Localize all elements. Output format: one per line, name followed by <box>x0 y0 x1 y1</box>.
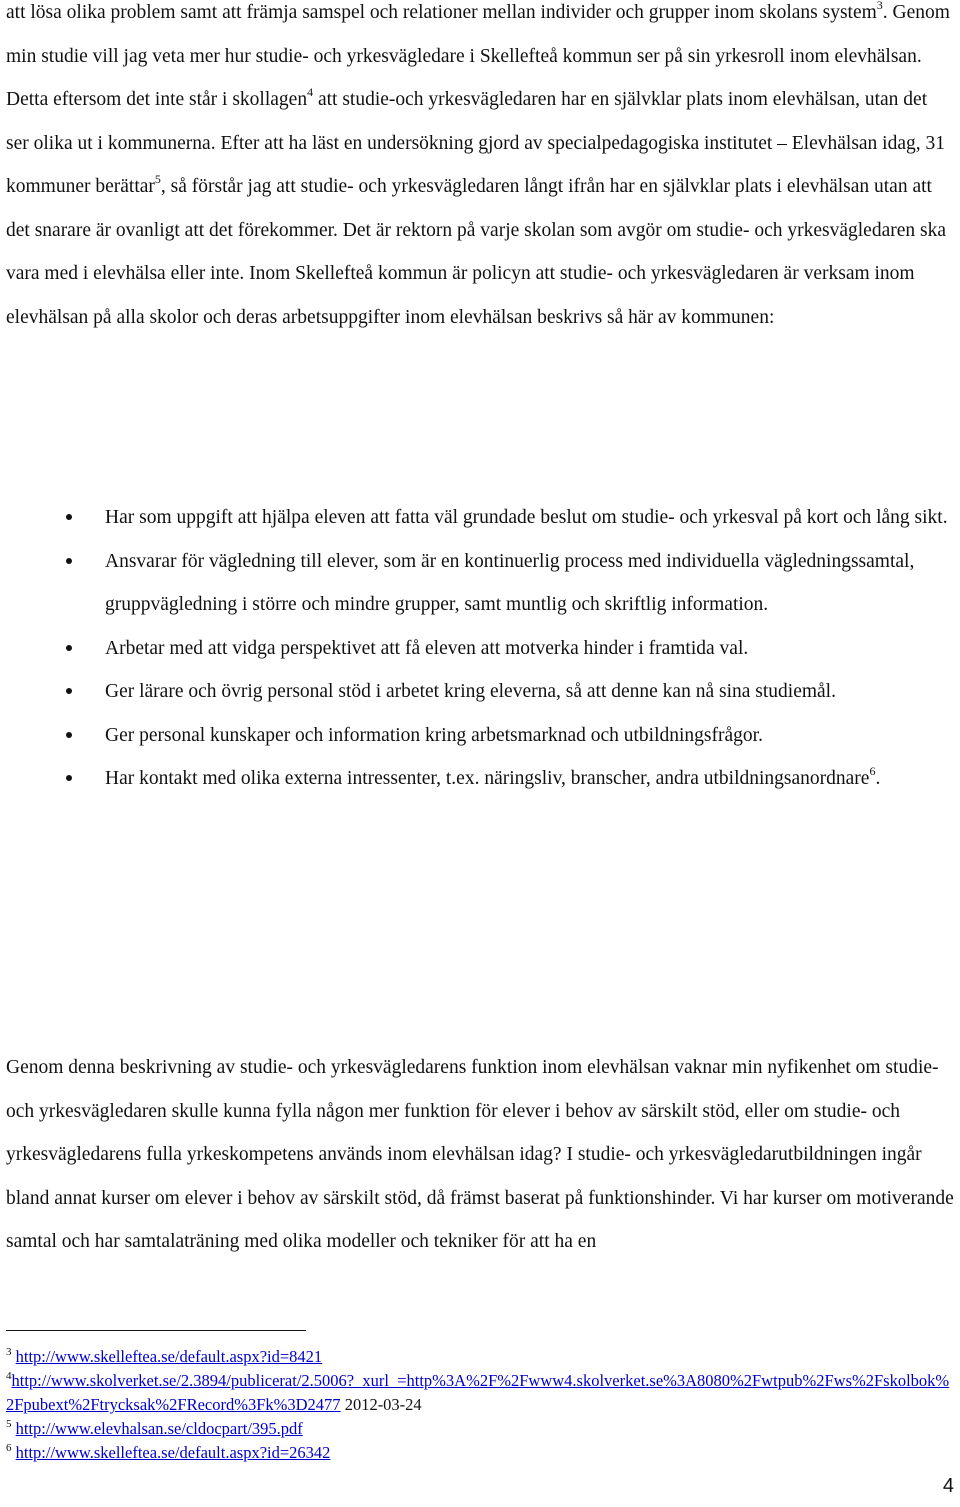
footnote-ref: 5 <box>154 172 161 186</box>
footnote-link[interactable]: http://www.elevhalsan.se/cldocpart/395.pdf <box>15 1419 303 1438</box>
paragraph-text: , så förstår jag att studie- och yrkesvägledaren långt ifrån har en självklar plats i elevhälsan utan att det snarare är ovanligt att det förekommer. Det är rektorn på varje skolan som avgör om studie- och yrkesvägledaren ska vara med i elevhälsa eller inte. Inom Skellefteå kommun är policyn att studie- och yrkesvägledaren är verksam inom elevhälsan på alla skolor och deras arbetsuppgifter inom elevhälsan beskrivs så här av kommunen: <box>6 176 946 328</box>
footnote-divider <box>6 1330 306 1331</box>
duties-list <box>6 496 954 801</box>
list-item: Arbetar med att vidga perspektivet att få eleven att motverka hinder i framtida val. <box>6 627 954 671</box>
footnote-link[interactable]: http://www.skelleftea.se/default.aspx?id=8421 <box>15 1347 323 1366</box>
page-number: 4 <box>942 1475 954 1497</box>
footnote-link[interactable]: http://www.skelleftea.se/default.aspx?id=26342 <box>15 1443 331 1462</box>
footnote-ref: 3 <box>876 0 883 12</box>
bullet-icon <box>66 732 72 738</box>
footnote-number: 3 <box>6 1346 12 1358</box>
paragraph-text: att lösa olika problem samt att främja samspel och relationer mellan individer och grupper inom skolans system <box>6 2 877 23</box>
footnote-ref: 4 <box>307 85 314 99</box>
footnote <box>6 1345 956 1369</box>
footnote-number: 4 <box>6 1370 12 1382</box>
bullet-icon <box>66 688 72 694</box>
paragraph-text: att studie-och yrkesvägledaren har en självklar plats inom elevhälsan, utan det ser olika ut i kommunerna. Efter att ha läst en undersökning gjord av specialpedagogiska institutet – Elevhälsan idag, 31 kommuner berättar <box>6 89 946 197</box>
list-item: Har som uppgift att hjälpa eleven att fatta väl grundade beslut om studie- och yrkesval på kort och lång sikt. <box>6 496 954 540</box>
footnotes <box>6 1345 956 1465</box>
bullet-icon <box>66 514 72 520</box>
bullet-icon <box>66 645 72 651</box>
paragraph-reflection: Genom denna beskrivning av studie- och yrkesvägledarens funktion inom elevhälsan vaknar min nyfikenhet om studie- och yrkesvägledaren skulle kunna fylla någon mer funktion för elever i behov av särskilt stöd, eller om studie- och yrkesvägledarens fulla yrkeskompetens används inom elevhälsan idag? I studie- och yrkesvägledarutbildningen ingår bland annat kurser om elever i behov av särskilt stöd, då främst baserat på funktionshinder. Vi har kurser om motiverande samtal och har samtalaträning med olika modeller och tekniker för att ha en <box>6 1057 954 1252</box>
footnote: $^4$http://www.skolverket.se/2.3894/publicerat/2.5006?_xurl_=http%3A%2F%2Fwww4.skolverket.se%3A8080%2Fwtpub%2Fws%2Fskolbok%2Fpubext%2Ftrycksak%2FRecord%3Fk%3D2477 2012-03-24 <box>6 1370 950 1414</box>
bullet-icon <box>66 775 72 781</box>
list-item: Ansvarar för vägledning till elever, som är en kontinuerlig process med individuella vägledningssamtal, gruppvägledning i större och mindre grupper, samt muntlig och skriftlig information. <box>6 540 954 627</box>
footnote-ref: 6 <box>869 764 876 778</box>
footnote <box>6 1441 956 1465</box>
footnote <box>6 1417 956 1441</box>
paragraph-intro <box>6 0 954 339</box>
list-item: Ger personal kunskaper och information kring arbetsmarknad och utbildningsfrågor. <box>6 714 954 758</box>
bullet-icon <box>66 558 72 564</box>
paragraph-text: . Genom min studie vill jag veta mer hur studie- och yrkesvägledare i Skellefteå kommun ser på sin yrkesroll inom elevhälsan. Detta eftersom det inte står i skollagen <box>6 2 950 110</box>
footnote-link[interactable]: http://www.skolverket.se/2.3894/publicerat/2.5006?_xurl_=http%3A%2F%2Fwww4.skolverket.se%3A8080%2Fwtpub%2Fws%2Fskolbok%2Fpubext%2Ftrycksak%2FRecord%3Fk%3D2477 <box>6 1371 950 1414</box>
list-item: Har kontakt med olika externa intressenter, t.ex. näringsliv, branscher, andra utbildningsanordnare$^6$. <box>6 757 954 801</box>
footnote-number: 5 <box>6 1418 12 1430</box>
list-item: Ger lärare och övrig personal stöd i arbetet kring eleverna, så att denne kan nå sina studiemål. <box>6 670 954 714</box>
footnote-number: 6 <box>6 1442 12 1454</box>
